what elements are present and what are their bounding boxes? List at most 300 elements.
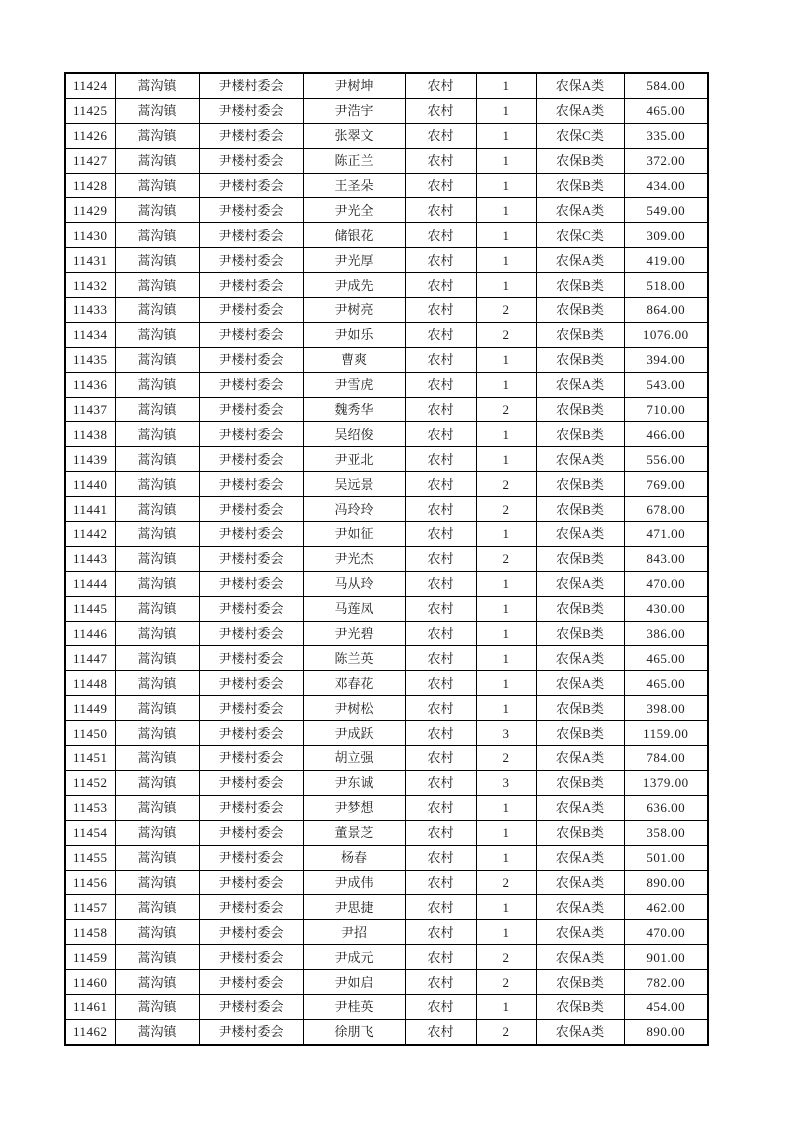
cell-insurance-category: 农保B类 bbox=[536, 621, 624, 646]
table-row bbox=[65, 746, 708, 771]
table-row bbox=[65, 621, 708, 646]
table-row bbox=[65, 422, 708, 447]
cell-town: 蒿沟镇 bbox=[115, 746, 199, 771]
cell-insurance-category: 农保C类 bbox=[536, 123, 624, 148]
cell-town: 蒿沟镇 bbox=[115, 1019, 199, 1044]
cell-town: 蒿沟镇 bbox=[115, 347, 199, 372]
cell-serial: 11460 bbox=[65, 970, 115, 995]
cell-residence-type: 农村 bbox=[405, 621, 476, 646]
cell-town: 蒿沟镇 bbox=[115, 970, 199, 995]
cell-amount: 678.00 bbox=[624, 497, 708, 522]
cell-village: 尹楼村委会 bbox=[199, 98, 303, 123]
records-table-body bbox=[65, 73, 708, 1045]
cell-town: 蒿沟镇 bbox=[115, 173, 199, 198]
cell-insurance-category: 农保A类 bbox=[536, 372, 624, 397]
cell-amount: 1379.00 bbox=[624, 770, 708, 795]
cell-name: 尹如乐 bbox=[303, 322, 405, 347]
table-row bbox=[65, 248, 708, 273]
cell-name: 尹浩宇 bbox=[303, 98, 405, 123]
cell-name: 尹桂英 bbox=[303, 994, 405, 1019]
table-row bbox=[65, 920, 708, 945]
cell-amount: 398.00 bbox=[624, 696, 708, 721]
cell-town: 蒿沟镇 bbox=[115, 273, 199, 298]
cell-person-count: 1 bbox=[476, 248, 536, 273]
cell-person-count: 1 bbox=[476, 696, 536, 721]
cell-residence-type: 农村 bbox=[405, 472, 476, 497]
cell-name: 胡立强 bbox=[303, 746, 405, 771]
cell-person-count: 1 bbox=[476, 422, 536, 447]
cell-amount: 890.00 bbox=[624, 1019, 708, 1044]
table-row bbox=[65, 795, 708, 820]
cell-insurance-category: 农保B类 bbox=[536, 173, 624, 198]
table-row bbox=[65, 522, 708, 547]
cell-residence-type: 农村 bbox=[405, 596, 476, 621]
cell-village: 尹楼村委会 bbox=[199, 397, 303, 422]
cell-amount: 335.00 bbox=[624, 123, 708, 148]
cell-village: 尹楼村委会 bbox=[199, 298, 303, 323]
cell-town: 蒿沟镇 bbox=[115, 820, 199, 845]
cell-village: 尹楼村委会 bbox=[199, 770, 303, 795]
cell-person-count: 1 bbox=[476, 994, 536, 1019]
cell-insurance-category: 农保B类 bbox=[536, 422, 624, 447]
cell-name: 尹成伟 bbox=[303, 870, 405, 895]
cell-insurance-category: 农保B类 bbox=[536, 596, 624, 621]
cell-amount: 782.00 bbox=[624, 970, 708, 995]
table-row bbox=[65, 646, 708, 671]
cell-serial: 11429 bbox=[65, 198, 115, 223]
cell-serial: 11458 bbox=[65, 920, 115, 945]
cell-serial: 11449 bbox=[65, 696, 115, 721]
cell-serial: 11459 bbox=[65, 945, 115, 970]
cell-village: 尹楼村委会 bbox=[199, 198, 303, 223]
cell-insurance-category: 农保A类 bbox=[536, 945, 624, 970]
cell-amount: 710.00 bbox=[624, 397, 708, 422]
cell-name: 尹光厚 bbox=[303, 248, 405, 273]
cell-amount: 466.00 bbox=[624, 422, 708, 447]
table-row bbox=[65, 98, 708, 123]
cell-insurance-category: 农保B类 bbox=[536, 273, 624, 298]
cell-town: 蒿沟镇 bbox=[115, 621, 199, 646]
cell-town: 蒿沟镇 bbox=[115, 522, 199, 547]
cell-person-count: 2 bbox=[476, 322, 536, 347]
cell-amount: 769.00 bbox=[624, 472, 708, 497]
cell-insurance-category: 农保A类 bbox=[536, 98, 624, 123]
cell-person-count: 2 bbox=[476, 298, 536, 323]
cell-serial: 11457 bbox=[65, 895, 115, 920]
cell-person-count: 2 bbox=[476, 1019, 536, 1044]
cell-name: 尹成先 bbox=[303, 273, 405, 298]
cell-village: 尹楼村委会 bbox=[199, 273, 303, 298]
cell-name: 尹思捷 bbox=[303, 895, 405, 920]
cell-town: 蒿沟镇 bbox=[115, 198, 199, 223]
cell-serial: 11447 bbox=[65, 646, 115, 671]
cell-serial: 11425 bbox=[65, 98, 115, 123]
cell-residence-type: 农村 bbox=[405, 920, 476, 945]
cell-name: 邓春花 bbox=[303, 671, 405, 696]
cell-person-count: 1 bbox=[476, 98, 536, 123]
cell-serial: 11437 bbox=[65, 397, 115, 422]
cell-residence-type: 农村 bbox=[405, 98, 476, 123]
cell-name: 尹成元 bbox=[303, 945, 405, 970]
cell-town: 蒿沟镇 bbox=[115, 920, 199, 945]
cell-residence-type: 农村 bbox=[405, 795, 476, 820]
table-row bbox=[65, 322, 708, 347]
cell-serial: 11436 bbox=[65, 372, 115, 397]
cell-insurance-category: 农保B类 bbox=[536, 970, 624, 995]
cell-name: 冯玲玲 bbox=[303, 497, 405, 522]
cell-person-count: 1 bbox=[476, 73, 536, 98]
cell-name: 尹光碧 bbox=[303, 621, 405, 646]
cell-town: 蒿沟镇 bbox=[115, 671, 199, 696]
cell-town: 蒿沟镇 bbox=[115, 895, 199, 920]
cell-village: 尹楼村委会 bbox=[199, 422, 303, 447]
cell-town: 蒿沟镇 bbox=[115, 372, 199, 397]
cell-village: 尹楼村委会 bbox=[199, 994, 303, 1019]
cell-person-count: 2 bbox=[476, 497, 536, 522]
cell-village: 尹楼村委会 bbox=[199, 895, 303, 920]
cell-town: 蒿沟镇 bbox=[115, 994, 199, 1019]
cell-amount: 549.00 bbox=[624, 198, 708, 223]
cell-insurance-category: 农保B类 bbox=[536, 696, 624, 721]
cell-amount: 518.00 bbox=[624, 273, 708, 298]
cell-serial: 11454 bbox=[65, 820, 115, 845]
cell-serial: 11427 bbox=[65, 148, 115, 173]
cell-town: 蒿沟镇 bbox=[115, 646, 199, 671]
cell-village: 尹楼村委会 bbox=[199, 696, 303, 721]
cell-person-count: 2 bbox=[476, 746, 536, 771]
table-row bbox=[65, 347, 708, 372]
cell-village: 尹楼村委会 bbox=[199, 347, 303, 372]
cell-residence-type: 农村 bbox=[405, 223, 476, 248]
cell-insurance-category: 农保A类 bbox=[536, 671, 624, 696]
cell-person-count: 1 bbox=[476, 273, 536, 298]
cell-name: 尹光全 bbox=[303, 198, 405, 223]
cell-serial: 11446 bbox=[65, 621, 115, 646]
cell-town: 蒿沟镇 bbox=[115, 73, 199, 98]
cell-amount: 394.00 bbox=[624, 347, 708, 372]
cell-amount: 358.00 bbox=[624, 820, 708, 845]
cell-insurance-category: 农保A类 bbox=[536, 920, 624, 945]
cell-village: 尹楼村委会 bbox=[199, 223, 303, 248]
cell-insurance-category: 农保B类 bbox=[536, 770, 624, 795]
cell-town: 蒿沟镇 bbox=[115, 497, 199, 522]
table-row bbox=[65, 970, 708, 995]
cell-amount: 1159.00 bbox=[624, 721, 708, 746]
cell-person-count: 2 bbox=[476, 970, 536, 995]
cell-serial: 11461 bbox=[65, 994, 115, 1019]
cell-name: 尹成跃 bbox=[303, 721, 405, 746]
table-row bbox=[65, 721, 708, 746]
cell-village: 尹楼村委会 bbox=[199, 546, 303, 571]
cell-amount: 465.00 bbox=[624, 671, 708, 696]
table-row bbox=[65, 845, 708, 870]
cell-insurance-category: 农保B类 bbox=[536, 298, 624, 323]
table-row bbox=[65, 696, 708, 721]
cell-residence-type: 农村 bbox=[405, 696, 476, 721]
cell-amount: 462.00 bbox=[624, 895, 708, 920]
cell-village: 尹楼村委会 bbox=[199, 621, 303, 646]
cell-person-count: 2 bbox=[476, 472, 536, 497]
cell-residence-type: 农村 bbox=[405, 571, 476, 596]
cell-residence-type: 农村 bbox=[405, 497, 476, 522]
cell-residence-type: 农村 bbox=[405, 994, 476, 1019]
table-row bbox=[65, 148, 708, 173]
cell-amount: 309.00 bbox=[624, 223, 708, 248]
cell-town: 蒿沟镇 bbox=[115, 148, 199, 173]
cell-insurance-category: 农保A类 bbox=[536, 447, 624, 472]
cell-residence-type: 农村 bbox=[405, 970, 476, 995]
cell-village: 尹楼村委会 bbox=[199, 920, 303, 945]
cell-name: 尹树坤 bbox=[303, 73, 405, 98]
cell-residence-type: 农村 bbox=[405, 173, 476, 198]
cell-serial: 11444 bbox=[65, 571, 115, 596]
table-row bbox=[65, 447, 708, 472]
cell-person-count: 1 bbox=[476, 123, 536, 148]
cell-residence-type: 农村 bbox=[405, 73, 476, 98]
cell-insurance-category: 农保B类 bbox=[536, 546, 624, 571]
cell-insurance-category: 农保B类 bbox=[536, 397, 624, 422]
cell-person-count: 2 bbox=[476, 397, 536, 422]
cell-amount: 843.00 bbox=[624, 546, 708, 571]
cell-serial: 11450 bbox=[65, 721, 115, 746]
table-row bbox=[65, 298, 708, 323]
cell-person-count: 1 bbox=[476, 148, 536, 173]
records-table bbox=[64, 72, 709, 1046]
cell-village: 尹楼村委会 bbox=[199, 945, 303, 970]
cell-residence-type: 农村 bbox=[405, 546, 476, 571]
cell-amount: 556.00 bbox=[624, 447, 708, 472]
cell-name: 陈正兰 bbox=[303, 148, 405, 173]
cell-serial: 11430 bbox=[65, 223, 115, 248]
cell-village: 尹楼村委会 bbox=[199, 447, 303, 472]
cell-insurance-category: 农保A类 bbox=[536, 646, 624, 671]
cell-name: 王圣朵 bbox=[303, 173, 405, 198]
cell-person-count: 1 bbox=[476, 372, 536, 397]
table-row bbox=[65, 994, 708, 1019]
table-row bbox=[65, 546, 708, 571]
cell-town: 蒿沟镇 bbox=[115, 98, 199, 123]
table-row bbox=[65, 596, 708, 621]
cell-name: 马从玲 bbox=[303, 571, 405, 596]
table-row bbox=[65, 770, 708, 795]
cell-residence-type: 农村 bbox=[405, 721, 476, 746]
cell-insurance-category: 农保A类 bbox=[536, 895, 624, 920]
cell-village: 尹楼村委会 bbox=[199, 248, 303, 273]
cell-town: 蒿沟镇 bbox=[115, 447, 199, 472]
table-row bbox=[65, 372, 708, 397]
cell-serial: 11435 bbox=[65, 347, 115, 372]
cell-village: 尹楼村委会 bbox=[199, 795, 303, 820]
cell-village: 尹楼村委会 bbox=[199, 73, 303, 98]
cell-town: 蒿沟镇 bbox=[115, 472, 199, 497]
cell-insurance-category: 农保B类 bbox=[536, 820, 624, 845]
cell-serial: 11452 bbox=[65, 770, 115, 795]
table-row bbox=[65, 945, 708, 970]
cell-person-count: 1 bbox=[476, 223, 536, 248]
cell-village: 尹楼村委会 bbox=[199, 522, 303, 547]
cell-residence-type: 农村 bbox=[405, 298, 476, 323]
cell-name: 尹梦想 bbox=[303, 795, 405, 820]
cell-amount: 543.00 bbox=[624, 372, 708, 397]
cell-person-count: 1 bbox=[476, 646, 536, 671]
cell-village: 尹楼村委会 bbox=[199, 472, 303, 497]
cell-insurance-category: 农保A类 bbox=[536, 1019, 624, 1044]
cell-town: 蒿沟镇 bbox=[115, 298, 199, 323]
cell-insurance-category: 农保B类 bbox=[536, 721, 624, 746]
cell-residence-type: 农村 bbox=[405, 746, 476, 771]
table-row bbox=[65, 223, 708, 248]
cell-residence-type: 农村 bbox=[405, 198, 476, 223]
cell-name: 马莲凤 bbox=[303, 596, 405, 621]
table-row bbox=[65, 671, 708, 696]
cell-residence-type: 农村 bbox=[405, 322, 476, 347]
cell-name: 尹树亮 bbox=[303, 298, 405, 323]
cell-residence-type: 农村 bbox=[405, 671, 476, 696]
cell-village: 尹楼村委会 bbox=[199, 497, 303, 522]
cell-serial: 11443 bbox=[65, 546, 115, 571]
cell-village: 尹楼村委会 bbox=[199, 746, 303, 771]
cell-town: 蒿沟镇 bbox=[115, 696, 199, 721]
cell-residence-type: 农村 bbox=[405, 447, 476, 472]
cell-amount: 901.00 bbox=[624, 945, 708, 970]
cell-serial: 11442 bbox=[65, 522, 115, 547]
cell-residence-type: 农村 bbox=[405, 397, 476, 422]
cell-residence-type: 农村 bbox=[405, 522, 476, 547]
cell-amount: 471.00 bbox=[624, 522, 708, 547]
cell-person-count: 1 bbox=[476, 820, 536, 845]
cell-insurance-category: 农保B类 bbox=[536, 148, 624, 173]
cell-insurance-category: 农保A类 bbox=[536, 870, 624, 895]
cell-amount: 890.00 bbox=[624, 870, 708, 895]
cell-town: 蒿沟镇 bbox=[115, 248, 199, 273]
table-row bbox=[65, 273, 708, 298]
cell-village: 尹楼村委会 bbox=[199, 372, 303, 397]
cell-name: 尹东诚 bbox=[303, 770, 405, 795]
table-row bbox=[65, 397, 708, 422]
cell-amount: 501.00 bbox=[624, 845, 708, 870]
table-row bbox=[65, 870, 708, 895]
cell-insurance-category: 农保A类 bbox=[536, 845, 624, 870]
table-row bbox=[65, 198, 708, 223]
cell-name: 杨春 bbox=[303, 845, 405, 870]
cell-residence-type: 农村 bbox=[405, 770, 476, 795]
cell-serial: 11441 bbox=[65, 497, 115, 522]
cell-village: 尹楼村委会 bbox=[199, 173, 303, 198]
cell-serial: 11431 bbox=[65, 248, 115, 273]
cell-serial: 11445 bbox=[65, 596, 115, 621]
cell-insurance-category: 农保A类 bbox=[536, 795, 624, 820]
cell-name: 尹如启 bbox=[303, 970, 405, 995]
cell-person-count: 1 bbox=[476, 895, 536, 920]
cell-amount: 1076.00 bbox=[624, 322, 708, 347]
cell-name: 曹爽 bbox=[303, 347, 405, 372]
cell-name: 魏秀华 bbox=[303, 397, 405, 422]
cell-amount: 372.00 bbox=[624, 148, 708, 173]
cell-person-count: 2 bbox=[476, 870, 536, 895]
cell-insurance-category: 农保A类 bbox=[536, 746, 624, 771]
cell-insurance-category: 农保A类 bbox=[536, 248, 624, 273]
table-row bbox=[65, 820, 708, 845]
cell-town: 蒿沟镇 bbox=[115, 770, 199, 795]
cell-town: 蒿沟镇 bbox=[115, 596, 199, 621]
cell-residence-type: 农村 bbox=[405, 870, 476, 895]
cell-person-count: 1 bbox=[476, 596, 536, 621]
cell-person-count: 1 bbox=[476, 571, 536, 596]
cell-village: 尹楼村委会 bbox=[199, 870, 303, 895]
cell-name: 储银花 bbox=[303, 223, 405, 248]
table-row bbox=[65, 571, 708, 596]
cell-amount: 454.00 bbox=[624, 994, 708, 1019]
cell-town: 蒿沟镇 bbox=[115, 870, 199, 895]
cell-name: 尹雪虎 bbox=[303, 372, 405, 397]
cell-amount: 419.00 bbox=[624, 248, 708, 273]
cell-amount: 636.00 bbox=[624, 795, 708, 820]
cell-name: 徐朋飞 bbox=[303, 1019, 405, 1044]
cell-person-count: 1 bbox=[476, 795, 536, 820]
cell-serial: 11439 bbox=[65, 447, 115, 472]
cell-serial: 11440 bbox=[65, 472, 115, 497]
cell-serial: 11424 bbox=[65, 73, 115, 98]
cell-residence-type: 农村 bbox=[405, 945, 476, 970]
cell-town: 蒿沟镇 bbox=[115, 721, 199, 746]
cell-serial: 11432 bbox=[65, 273, 115, 298]
cell-serial: 11462 bbox=[65, 1019, 115, 1044]
cell-insurance-category: 农保A类 bbox=[536, 571, 624, 596]
cell-village: 尹楼村委会 bbox=[199, 646, 303, 671]
cell-village: 尹楼村委会 bbox=[199, 820, 303, 845]
cell-residence-type: 农村 bbox=[405, 845, 476, 870]
cell-amount: 864.00 bbox=[624, 298, 708, 323]
cell-residence-type: 农村 bbox=[405, 347, 476, 372]
cell-amount: 386.00 bbox=[624, 621, 708, 646]
cell-town: 蒿沟镇 bbox=[115, 546, 199, 571]
cell-amount: 470.00 bbox=[624, 920, 708, 945]
table-row bbox=[65, 73, 708, 98]
cell-residence-type: 农村 bbox=[405, 273, 476, 298]
cell-person-count: 1 bbox=[476, 347, 536, 372]
cell-insurance-category: 农保A类 bbox=[536, 198, 624, 223]
cell-serial: 11434 bbox=[65, 322, 115, 347]
cell-serial: 11451 bbox=[65, 746, 115, 771]
cell-residence-type: 农村 bbox=[405, 820, 476, 845]
cell-insurance-category: 农保A类 bbox=[536, 522, 624, 547]
cell-amount: 434.00 bbox=[624, 173, 708, 198]
cell-name: 尹亚北 bbox=[303, 447, 405, 472]
cell-village: 尹楼村委会 bbox=[199, 845, 303, 870]
table-row bbox=[65, 1019, 708, 1044]
cell-person-count: 3 bbox=[476, 770, 536, 795]
cell-insurance-category: 农保B类 bbox=[536, 322, 624, 347]
cell-village: 尹楼村委会 bbox=[199, 671, 303, 696]
cell-town: 蒿沟镇 bbox=[115, 795, 199, 820]
cell-person-count: 1 bbox=[476, 447, 536, 472]
cell-town: 蒿沟镇 bbox=[115, 571, 199, 596]
cell-serial: 11426 bbox=[65, 123, 115, 148]
cell-person-count: 1 bbox=[476, 920, 536, 945]
cell-village: 尹楼村委会 bbox=[199, 123, 303, 148]
cell-village: 尹楼村委会 bbox=[199, 970, 303, 995]
cell-insurance-category: 农保B类 bbox=[536, 994, 624, 1019]
cell-person-count: 1 bbox=[476, 845, 536, 870]
cell-name: 尹树松 bbox=[303, 696, 405, 721]
table-row bbox=[65, 123, 708, 148]
cell-name: 陈兰英 bbox=[303, 646, 405, 671]
table-row bbox=[65, 497, 708, 522]
cell-person-count: 1 bbox=[476, 621, 536, 646]
cell-village: 尹楼村委会 bbox=[199, 596, 303, 621]
cell-person-count: 1 bbox=[476, 522, 536, 547]
cell-town: 蒿沟镇 bbox=[115, 397, 199, 422]
